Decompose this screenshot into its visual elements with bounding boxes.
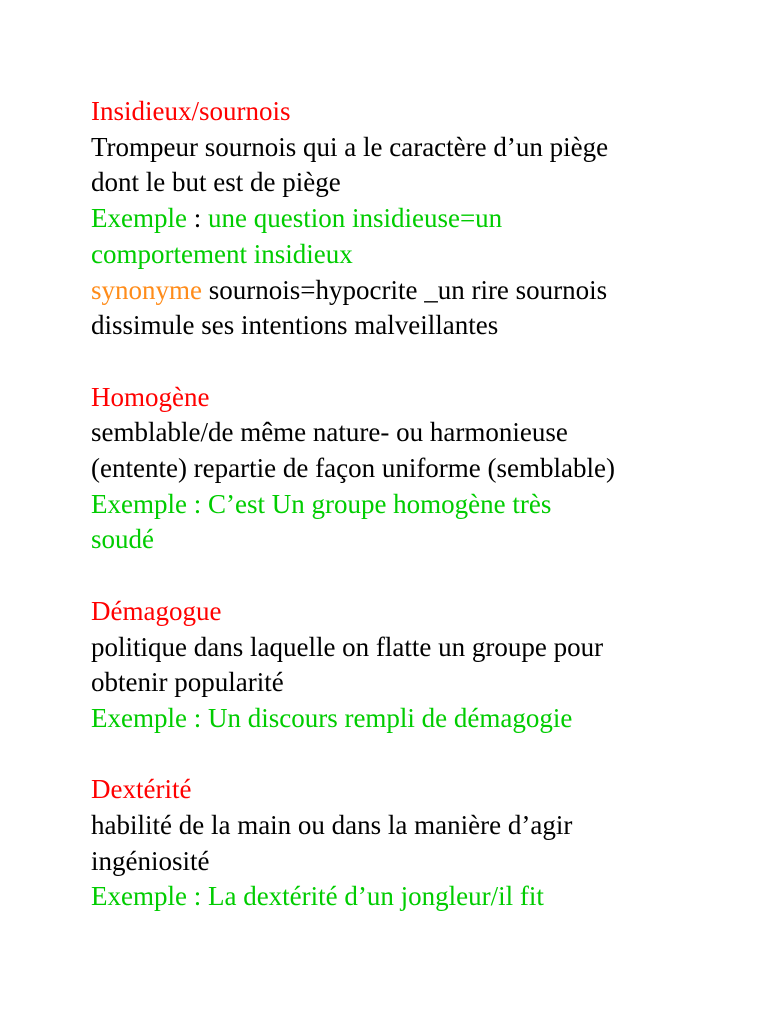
term-heading: Dextérité — [91, 774, 192, 805]
definition-line: politique dans laquelle on flatte un groupe pour — [91, 631, 604, 662]
example-line: Exemple : La dextérité d’un jongleur/il fit — [91, 881, 544, 912]
synonym-label: synonyme — [91, 274, 202, 305]
definition-line: semblable/de même nature- ou harmonieuse — [91, 417, 568, 448]
definition-line: dont le but est de piège — [91, 167, 341, 198]
definition-line: obtenir popularité — [91, 667, 284, 698]
entry-insidieux — [91, 94, 731, 344]
entry-dexterite — [91, 772, 731, 915]
example-label: Exemple — [91, 203, 187, 234]
definition-line: Trompeur sournois qui a le caractère d’un piège — [91, 131, 609, 162]
entry-homogene — [91, 380, 731, 559]
entry-demagogue — [91, 594, 731, 737]
document-page — [91, 94, 731, 915]
definition-line: (entente) repartie de façon uniforme (semblable) — [91, 453, 615, 484]
example-separator: : — [186, 203, 208, 234]
example-line: comportement insidieux — [91, 238, 353, 269]
example-line: soudé — [91, 524, 154, 555]
synonym-line — [91, 273, 731, 309]
example-line — [91, 201, 731, 237]
example-line: Exemple : C’est Un groupe homogène très — [91, 488, 552, 519]
example-line: Exemple : Un discours rempli de démagogie — [91, 702, 573, 733]
synonym-text: sournois=hypocrite _un rire sournois — [202, 274, 608, 305]
synonym-line: dissimule ses intentions malveillantes — [91, 310, 499, 341]
example-text: une question insidieuse=un — [207, 203, 503, 234]
term-heading: Homogène — [91, 381, 210, 412]
term-heading: Insidieux/sournois — [91, 96, 291, 126]
definition-line: ingéniosité — [91, 845, 210, 876]
definition-line: habilité de la main ou dans la manière d’agir — [91, 810, 573, 841]
term-heading: Démagogue — [91, 595, 222, 626]
